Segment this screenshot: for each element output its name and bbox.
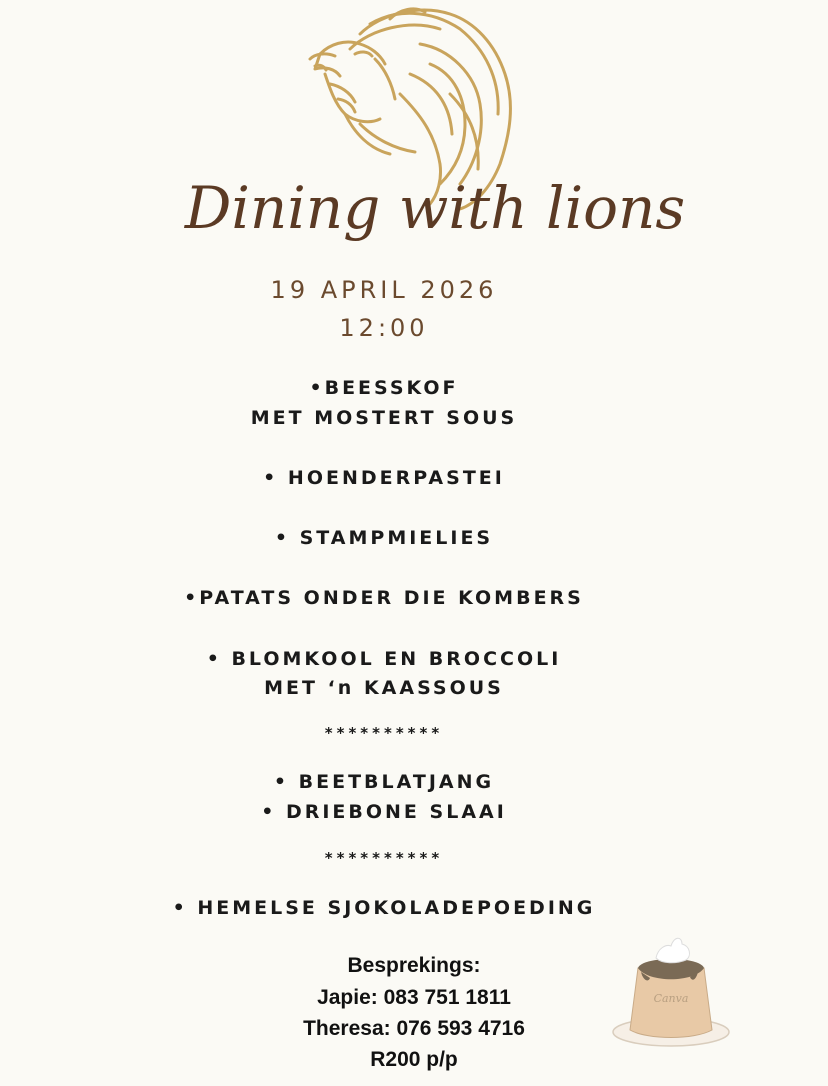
menu-item-blomkool: • BLOMKOOL EN BROCCOLI bbox=[206, 648, 562, 670]
pudding-icon bbox=[608, 928, 734, 1058]
price-per-person: R200 p/p bbox=[370, 1048, 458, 1071]
script-title-text: Dining with lions bbox=[184, 174, 686, 242]
menu-item-beesskof-detail: MET MOSTERT SOUS bbox=[250, 407, 518, 429]
booking-contact-theresa: Theresa: 076 593 4716 bbox=[303, 1017, 525, 1040]
menu-item-driebone-slaai: • DRIEBONE SLAAI bbox=[261, 801, 507, 823]
menu-item-stampmielies: • STAMPMIELIES bbox=[274, 527, 494, 549]
menu-item-hoenderpastei: • HOENDERPASTEI bbox=[263, 467, 505, 489]
menu-item-blomkool-detail: MET ‘n KAASSOUS bbox=[264, 677, 504, 699]
pudding-watermark: Canva bbox=[653, 992, 689, 1005]
event-date: 19 APRIL 2026 bbox=[270, 276, 498, 304]
script-title bbox=[184, 150, 686, 275]
menu-item-dessert: • HEMELSE SJOKOLADEPOEDING bbox=[172, 897, 596, 919]
bookings-heading: Besprekings: bbox=[347, 954, 481, 977]
menu-divider: ********** bbox=[324, 724, 444, 742]
menu-item-beesskof: •BEESSKOF bbox=[309, 377, 459, 399]
booking-contact-japie: Japie: 083 751 1811 bbox=[317, 986, 511, 1009]
menu-item-patats: •PATATS ONDER DIE KOMBERS bbox=[184, 587, 584, 609]
event-time: 12:00 bbox=[339, 314, 429, 342]
menu-item-beetblatjang: • BEETBLATJANG bbox=[273, 771, 495, 793]
menu-divider: ********** bbox=[324, 849, 444, 867]
